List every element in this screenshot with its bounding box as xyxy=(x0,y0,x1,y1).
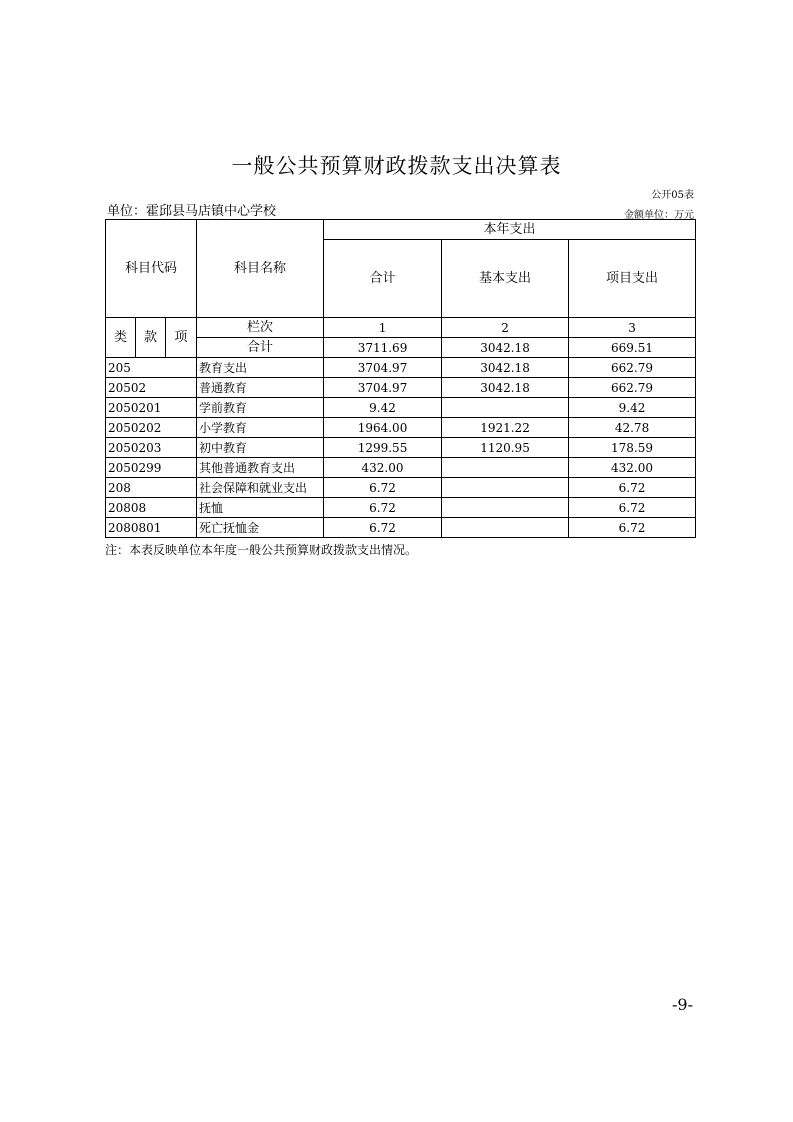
row-name: 学前教育 xyxy=(197,398,324,418)
row-code: 20502 xyxy=(106,378,197,398)
total-row-total: 3711.69 xyxy=(324,338,442,358)
header-current-year: 本年支出 xyxy=(324,220,696,240)
header-lei: 类 xyxy=(106,318,136,358)
row-basic xyxy=(442,398,569,418)
row-project: 6.72 xyxy=(569,498,696,518)
page-number: -9- xyxy=(672,995,693,1014)
header-total: 合计 xyxy=(324,240,442,318)
row-total: 6.72 xyxy=(324,478,442,498)
row-basic: 3042.18 xyxy=(442,358,569,378)
row-code: 2050203 xyxy=(106,438,197,458)
row-total: 6.72 xyxy=(324,498,442,518)
row-basic xyxy=(442,458,569,478)
row-project: 6.72 xyxy=(569,478,696,498)
column-row-label: 栏次 xyxy=(197,318,324,338)
unit-name: 单位：霍邱县马店镇中心学校 xyxy=(107,204,277,219)
header-basic: 基本支出 xyxy=(442,240,569,318)
row-code: 2080801 xyxy=(106,518,197,538)
row-project: 6.72 xyxy=(569,518,696,538)
row-name: 社会保障和就业支出 xyxy=(197,478,324,498)
row-basic xyxy=(442,478,569,498)
table-note: 注：本表反映单位本年度一般公共预算财政拨款支出情况。 xyxy=(105,543,418,557)
row-total: 1964.00 xyxy=(324,418,442,438)
row-basic xyxy=(442,498,569,518)
form-number: 公开05表 xyxy=(651,190,694,201)
row-name: 教育支出 xyxy=(197,358,324,378)
row-name: 其他普通教育支出 xyxy=(197,458,324,478)
row-project: 662.79 xyxy=(569,358,696,378)
table-row xyxy=(106,358,696,378)
row-name: 普通教育 xyxy=(197,378,324,398)
row-code: 20808 xyxy=(106,498,197,518)
amount-unit: 金额单位：万元 xyxy=(624,210,694,221)
expenditure-table xyxy=(105,219,696,538)
row-project: 178.59 xyxy=(569,438,696,458)
column-number-2: 2 xyxy=(442,318,569,338)
table-row xyxy=(106,398,696,418)
row-name: 小学教育 xyxy=(197,418,324,438)
report-title: 一般公共预算财政拨款支出决算表 xyxy=(231,154,562,178)
table-row xyxy=(106,498,696,518)
row-total: 432.00 xyxy=(324,458,442,478)
row-project: 662.79 xyxy=(569,378,696,398)
column-number-1: 1 xyxy=(324,318,442,338)
total-row-project: 669.51 xyxy=(569,338,696,358)
header-code: 科目代码 xyxy=(106,220,197,318)
row-project: 9.42 xyxy=(569,398,696,418)
row-code: 208 xyxy=(106,478,197,498)
row-code: 205 xyxy=(106,358,197,378)
row-basic: 1921.22 xyxy=(442,418,569,438)
row-code: 2050299 xyxy=(106,458,197,478)
header-name: 科目名称 xyxy=(197,220,324,318)
row-total: 3704.97 xyxy=(324,358,442,378)
row-total: 9.42 xyxy=(324,398,442,418)
row-total: 6.72 xyxy=(324,518,442,538)
table-row xyxy=(106,518,696,538)
row-name: 初中教育 xyxy=(197,438,324,458)
row-project: 432.00 xyxy=(569,458,696,478)
row-code: 2050202 xyxy=(106,418,197,438)
row-total: 1299.55 xyxy=(324,438,442,458)
row-name: 抚恤 xyxy=(197,498,324,518)
table-row xyxy=(106,458,696,478)
row-basic: 3042.18 xyxy=(442,378,569,398)
header-kuan: 款 xyxy=(136,318,166,358)
header-project: 项目支出 xyxy=(569,240,696,318)
table-row xyxy=(106,478,696,498)
total-row-basic: 3042.18 xyxy=(442,338,569,358)
table-row xyxy=(106,438,696,458)
header-row-1 xyxy=(106,220,696,240)
row-name: 死亡抚恤金 xyxy=(197,518,324,538)
total-row-label: 合计 xyxy=(197,338,324,358)
row-code: 2050201 xyxy=(106,398,197,418)
row-basic xyxy=(442,518,569,538)
row-total: 3704.97 xyxy=(324,378,442,398)
table-row xyxy=(106,378,696,398)
row-basic: 1120.95 xyxy=(442,438,569,458)
column-number-3: 3 xyxy=(569,318,696,338)
row-project: 42.78 xyxy=(569,418,696,438)
header-xiang: 项 xyxy=(166,318,197,358)
table-row xyxy=(106,418,696,438)
column-number-row xyxy=(106,318,696,338)
